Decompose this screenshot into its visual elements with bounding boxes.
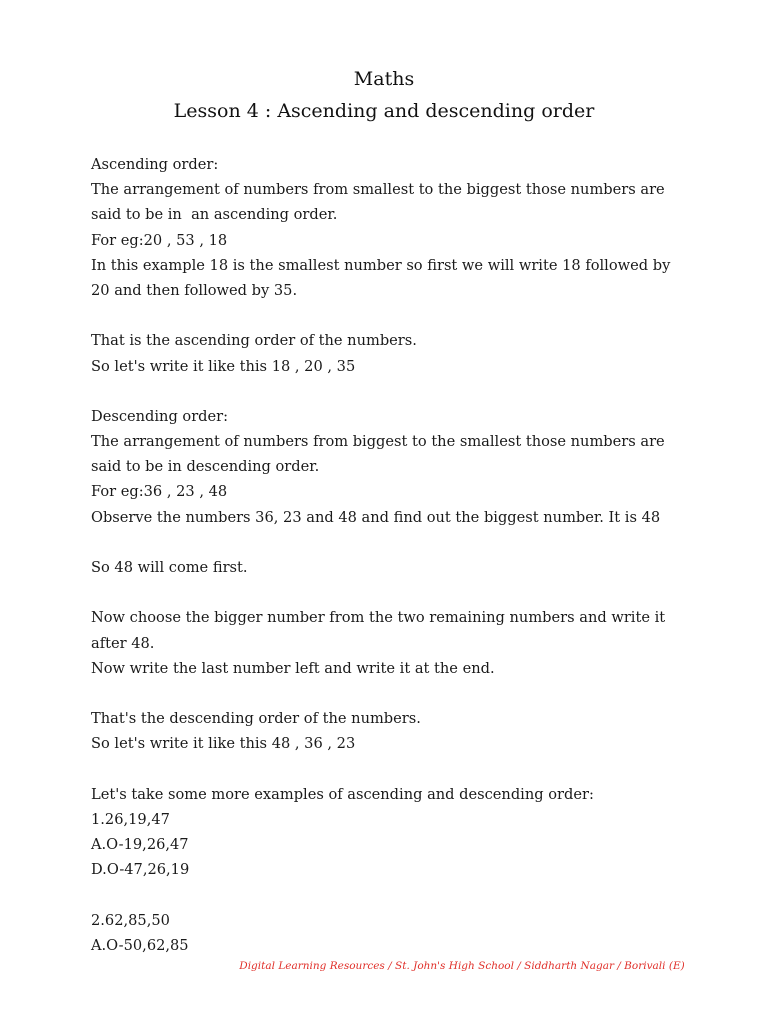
text-line: said to be in descending order. <box>91 458 320 476</box>
text-line: Let's take some more examples of ascending and descending order: <box>91 785 594 803</box>
text-line: Now write the last number left and write it at the end. <box>91 659 495 677</box>
blank-line <box>91 530 691 555</box>
text-line: In this example 18 is the smallest number so first we will write 18 followed by <box>91 256 671 274</box>
example-line: 2.62,85,50 <box>91 911 170 929</box>
example-line: A.O-19,26,47 <box>91 836 189 854</box>
document-body <box>91 152 691 958</box>
text-line: Descending order: <box>91 407 229 425</box>
text-line: For eg:36 , 23 , 48 <box>91 483 228 501</box>
example-line: D.O-47,26,19 <box>91 861 190 879</box>
blank-line <box>91 379 691 404</box>
text-line: That is the ascending order of the numbers. <box>91 332 417 350</box>
text-line: after 48. <box>91 634 155 652</box>
example-line: 1.26,19,47 <box>91 810 170 828</box>
text-line: That's the descending order of the numbers. <box>91 710 421 728</box>
text-line: The arrangement of numbers from smallest to the biggest those numbers are <box>91 181 665 199</box>
page-footer: Digital Learning Resources / St. John's High School / Siddharth Nagar / Borivali (E) <box>239 960 685 972</box>
blank-line <box>91 757 691 782</box>
text-line: So let's write it like this 18 , 20 , 35 <box>91 357 356 375</box>
text-line: said to be in an ascending order. <box>91 206 338 224</box>
blank-line <box>91 303 691 328</box>
text-line: Observe the numbers 36, 23 and 48 and find out the biggest number. It is 48 <box>91 508 661 526</box>
text-line: So 48 will come first. <box>91 559 248 576</box>
blank-line <box>91 580 691 605</box>
example-line: A.O-50,62,85 <box>91 936 189 954</box>
text-line: The arrangement of numbers from biggest to the smallest those numbers are <box>91 433 665 451</box>
document-title: Maths <box>353 68 415 90</box>
text-line: For eg:20 , 53 , 18 <box>91 231 228 249</box>
text-line: 20 and then followed by 35. <box>91 281 298 299</box>
text-line: Now choose the bigger number from the two remaining numbers and write it <box>91 609 666 627</box>
text-line: Ascending order: <box>91 156 219 173</box>
blank-line <box>91 882 691 907</box>
blank-line <box>91 681 691 706</box>
lesson-title: Lesson 4 : Ascending and descending order <box>173 100 595 122</box>
text-line: So let's write it like this 48 , 36 , 23 <box>91 735 356 753</box>
